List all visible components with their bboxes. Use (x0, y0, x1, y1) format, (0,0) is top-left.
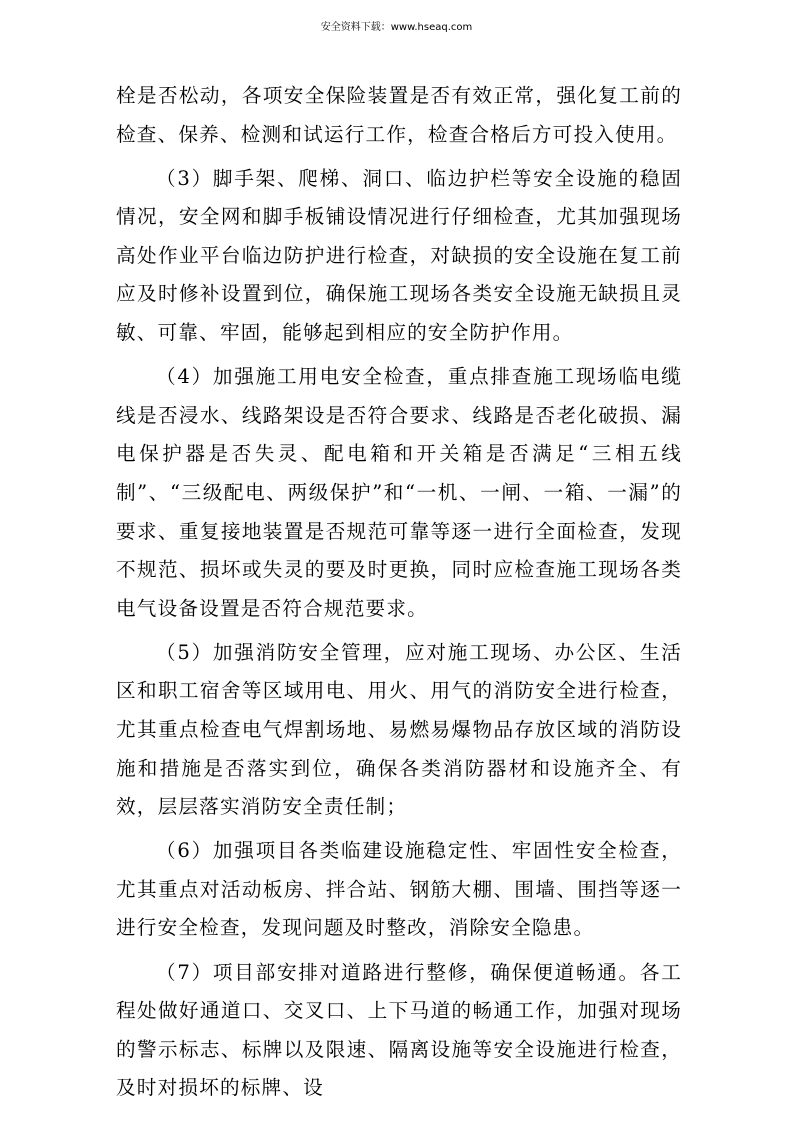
paragraph-continued: 栓是否松动，各项安全保险装置是否有效正常，强化复工前的检查、保养、检测和试运行工作，检查合格后方可投入使用。 (116, 84, 682, 146)
document-body (116, 77, 682, 1108)
paragraph-item-5: （5）加强消防安全管理，应对施工现场、办公区、生活区和职工宿舍等区域用电、用火、用气的消防安全进行检查，尤其重点检查电气焊割场地、易燃易爆物品存放区域的消防设施和措施是否落实到位，确保各类消防器材和设施齐全、有效，层层落实消防安全责任制； (116, 640, 682, 819)
paragraph-item-6: （6）加强项目各类临建设施稳定性、牢固性安全检查，尤其重点对活动板房、拌合站、钢筋大棚、围墙、围挡等逐一进行安全检查，发现问题及时整改，消除安全隐患。 (116, 839, 682, 940)
paragraph-item-4: （4）加强施工用电安全检查，重点排查施工现场临电缆线是否浸水、线路架设是否符合要求、线路是否老化破损、漏电保护器是否失灵、配电箱和开关箱是否满足“三相五线制”、“三级配电、两级保护”和“一机、一闸、一箱、一漏”的要求、重复接地装置是否规范可靠等逐一进行全面检查，发现不规范、损坏或失灵的要及时更换，同时应检查施工现场各类电气设备设置是否符合规范要求。 (116, 365, 682, 620)
paragraph-item-7: （7）项目部安排对道路进行整修，确保便道畅通。各工程处做好通道口、交叉口、上下马道的畅通工作，加强对现场的警示标志、标牌以及限速、隔离设施等安全设施进行检查，及时对损坏的标牌、设 (116, 960, 682, 1100)
paragraph-item-3: （3）脚手架、爬梯、洞口、临边护栏等安全设施的稳固情况，安全网和脚手板铺设情况进行仔细检查，尤其加强现场高处作业平台临边防护进行检查，对缺损的安全设施在复工前应及时修补设置到位，确保施工现场各类安全设施无缺损且灵敏、可靠、牢固，能够起到相应的安全防护作用。 (116, 166, 682, 345)
page-header: 安全资料下载：www.hseaq.com (320, 22, 473, 33)
